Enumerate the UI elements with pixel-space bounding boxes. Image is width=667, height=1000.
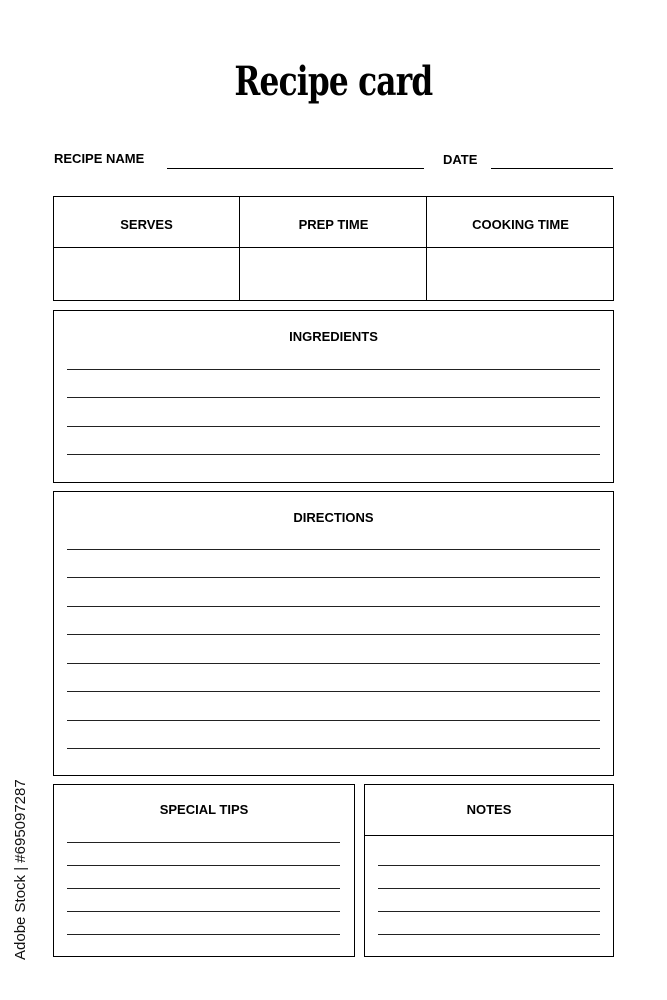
writing-line[interactable] [67,911,340,912]
prep-time-header: PREP TIME [298,217,369,232]
ingredients-heading: INGREDIENTS [289,329,378,344]
writing-line[interactable] [67,426,600,427]
cooking-time-header: COOKING TIME [472,217,569,232]
writing-line[interactable] [378,934,600,935]
writing-line[interactable] [67,663,600,664]
recipe-name-field[interactable] [167,168,424,169]
writing-line[interactable] [67,865,340,866]
writing-line[interactable] [378,865,600,866]
special-tips-heading: SPECIAL TIPS [159,802,249,817]
prep-time-field[interactable] [242,249,425,299]
writing-line[interactable] [67,549,600,550]
writing-line[interactable] [378,888,600,889]
writing-line[interactable] [67,934,340,935]
notes-divider [364,835,614,836]
info-table-col-divider [239,196,240,301]
writing-line[interactable] [67,748,600,749]
serves-field[interactable] [55,249,238,299]
directions-heading: DIRECTIONS [293,510,374,525]
writing-line[interactable] [67,606,600,607]
writing-line[interactable] [378,911,600,912]
writing-line[interactable] [67,634,600,635]
date-label: DATE [443,152,478,167]
notes-heading: NOTES [466,802,512,817]
recipe-name-label: RECIPE NAME [54,151,145,166]
writing-line[interactable] [67,454,600,455]
writing-line[interactable] [67,842,340,843]
writing-line[interactable] [67,691,600,692]
writing-line[interactable] [67,397,600,398]
writing-line[interactable] [67,577,600,578]
writing-line[interactable] [67,888,340,889]
cooking-time-field[interactable] [429,249,612,299]
serves-header: SERVES [120,217,173,232]
writing-line[interactable] [67,720,600,721]
date-field[interactable] [491,168,613,169]
writing-line[interactable] [67,369,600,370]
info-table-divider [53,247,614,248]
page-title: Recipe card [234,58,433,105]
stock-watermark: Adobe Stock | #695097287 [12,779,29,960]
info-table-col-divider [426,196,427,301]
